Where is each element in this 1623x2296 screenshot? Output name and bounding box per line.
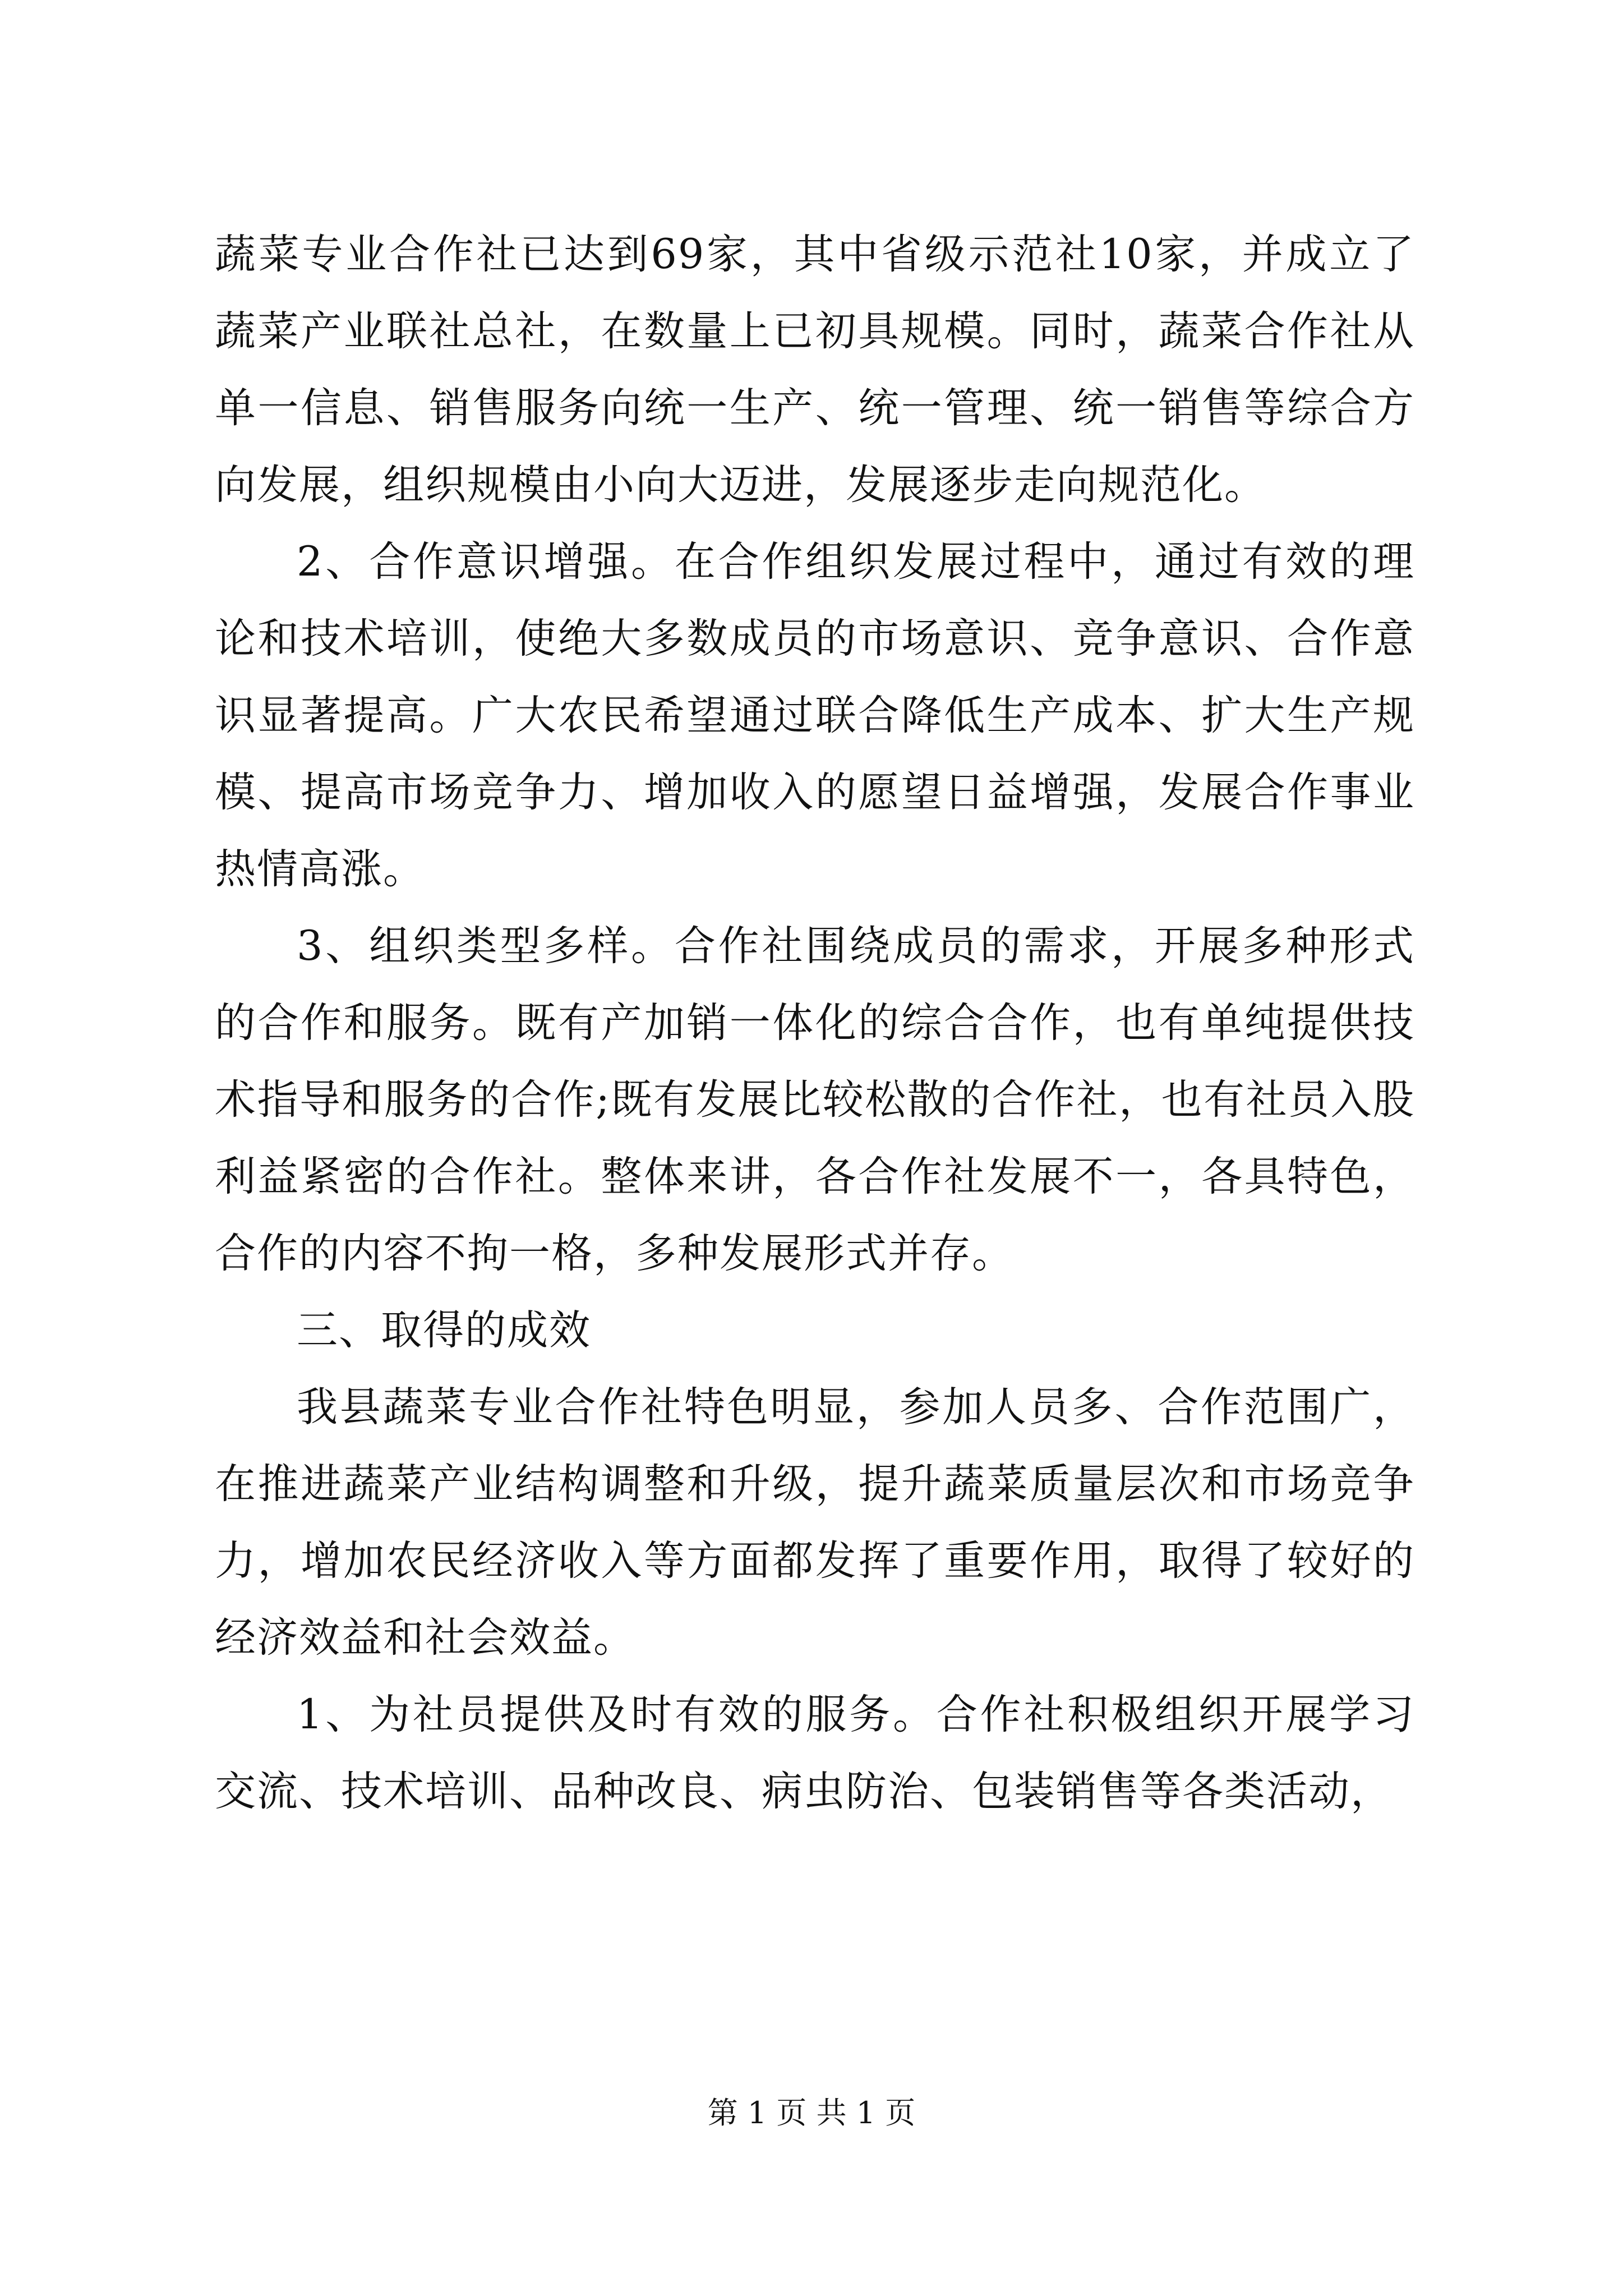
page-footer: 第 1 页 共 1 页 xyxy=(707,2095,916,2131)
paragraph-intro: 蔬菜专业合作社已达到69家，其中省级示范社10家，并成立了蔬菜产业联社总社，在数量上已初具规模。同时，蔬菜合作社从单一信息、销售服务向统一生产、统一管理、统一销售等综合方向发展，组织规模由小向大迈进，发展逐步走向规范化。 xyxy=(215,231,1415,509)
section-heading-achievements: 三、取得的成效 xyxy=(297,1306,591,1354)
paragraph-member-services: 1、为社员提供及时有效的服务。合作社积极组织开展学习交流、技术培训、品种改良、病虫防治、包装销售等各类活动， xyxy=(215,1691,1415,1815)
paragraph-achievements-summary: 我县蔬菜专业合作社特色明显，参加人员多、合作范围广，在推进蔬菜产业结构调整和升级，提升蔬菜质量层次和市场竞争力，增加农民经济收入等方面都发挥了重要作用，取得了较好的经济效益和社会效益。 xyxy=(215,1383,1415,1662)
document-body xyxy=(215,216,1415,1830)
paragraph-organization-types: 3、组织类型多样。合作社围绕成员的需求，开展多种形式的合作和服务。既有产加销一体化的综合合作，也有单纯提供技术指导和服务的合作;既有发展比较松散的合作社，也有社员入股利益紧密的合作社。整体来讲，各合作社发展不一，各具特色，合作的内容不拘一格，多种发展形式并存。 xyxy=(215,922,1415,1277)
paragraph-cooperation-awareness: 2、合作意识增强。在合作组织发展过程中，通过有效的理论和技术培训，使绝大多数成员的市场意识、竞争意识、合作意识显著提高。广大农民希望通过联合降低生产成本、扩大生产规模、提高市场竞争力、增加收入的愿望日益增强，发展合作事业热情高涨。 xyxy=(215,538,1415,893)
